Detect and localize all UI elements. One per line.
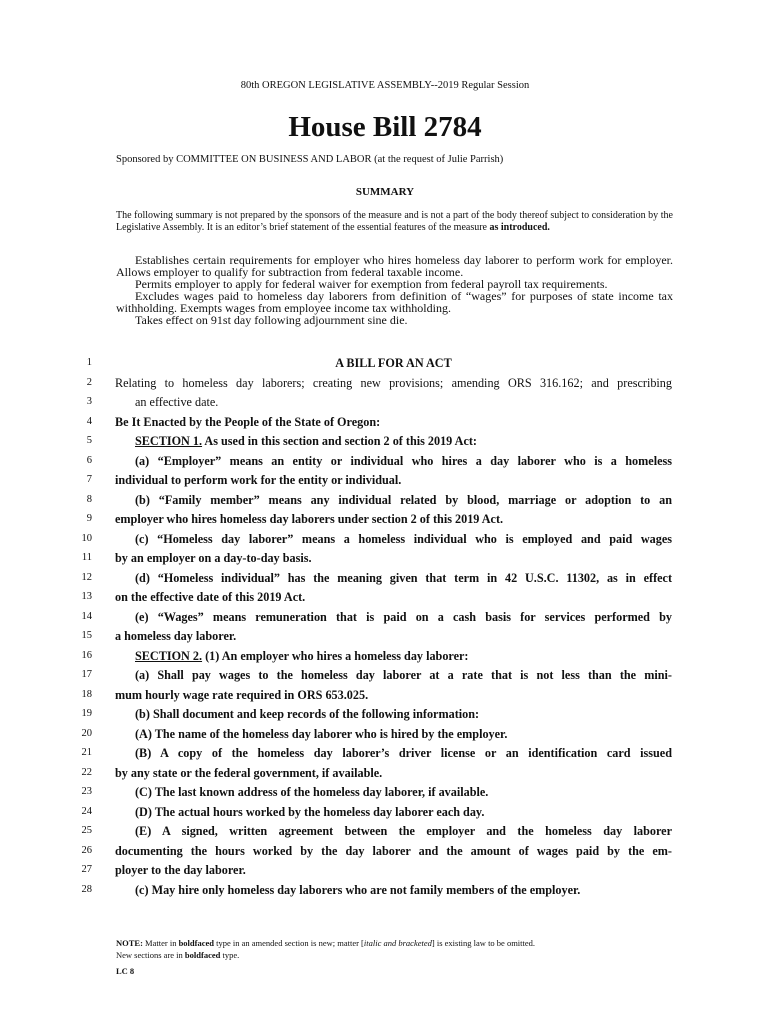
summary-heading: SUMMARY — [355, 186, 415, 198]
bill-line — [0, 434, 770, 452]
bill-line — [0, 824, 770, 842]
bill-line — [0, 727, 770, 745]
summary-disclaimer — [116, 210, 673, 233]
line-number: 7 — [86, 474, 92, 485]
line-number: 16 — [81, 649, 92, 661]
summary-para-2: Permits employer to apply for federal waiver for exemption from federal payroll tax requirements. — [135, 277, 608, 291]
line-text: (a) Shall pay wages to the homeless day laborer at a rate that is not less than the mini- — [135, 668, 672, 682]
note-bold: boldfaced — [178, 938, 214, 948]
disclaimer-text: The following summary is not prepared by the sponsors of the measure and is not a part of the body thereof subject to consideration by the Legislative Assembly. It is an editor’s brief statement of the essential features of the measure — [116, 210, 673, 233]
bill-line — [0, 668, 770, 686]
line-text: (A) The name of the homeless day laborer who is hired by the employer. — [135, 726, 508, 741]
bill-line — [0, 493, 770, 511]
line-text: an effective date. — [135, 395, 219, 409]
line-text: ployer to the day laborer. — [115, 863, 246, 877]
session-header: 80th OREGON LEGISLATIVE ASSEMBLY--2019 Regular Session — [240, 80, 530, 91]
bill-line — [0, 415, 770, 433]
bill-line — [0, 610, 770, 628]
section-text: (1) An employer who hires a homeless day laborer: — [202, 648, 469, 663]
summary-para-4: Takes effect on 91st day following adjournment sine die. — [135, 313, 408, 327]
line-number: 2 — [86, 376, 92, 388]
line-text: employer who hires homeless day laborers under section 2 of this 2019 Act. — [115, 512, 504, 526]
footer-note — [116, 937, 535, 961]
line-number: 24 — [81, 805, 92, 817]
note-italic: italic and bracketed — [363, 938, 432, 948]
line-text: (c) May hire only homeless day laborers who are not family members of the employer. — [135, 882, 581, 897]
line-text: (a) “Employer” means an entity or individual who hires a day laborer who is a homeless — [135, 453, 672, 468]
line-text: (D) The actual hours worked by the homeless day laborer each day. — [135, 804, 485, 819]
line-text: a homeless day laborer. — [115, 629, 237, 643]
line-number: 21 — [81, 747, 92, 758]
bill-line — [0, 688, 770, 706]
bill-line — [0, 707, 770, 725]
line-number: 3 — [86, 396, 92, 407]
line-text: Relating to homeless day laborers; creating new provisions; amending ORS 316.162; and prescribing — [115, 375, 672, 390]
bill-heading: A BILL FOR AN ACT — [335, 356, 452, 370]
line-number: 20 — [81, 727, 92, 739]
line-number: 6 — [86, 454, 92, 466]
bill-line — [0, 376, 770, 394]
line-text: (b) “Family member” means any individual related by blood, marriage or adoption to an — [135, 492, 672, 507]
line-text: by any state or the federal government, if available. — [115, 765, 383, 780]
line-number: 5 — [86, 435, 92, 446]
bill-line — [0, 512, 770, 530]
line-number: 26 — [81, 844, 92, 856]
bill-line — [0, 629, 770, 647]
line-text: (C) The last known address of the homeless day laborer, if available. — [135, 785, 489, 799]
line-text: (c) “Homeless day laborer” means a homeless individual who is employed and paid wages — [135, 531, 672, 546]
bill-title: House Bill 2784 — [288, 111, 482, 143]
bill-line — [0, 649, 770, 667]
lc-number: LC 8 — [116, 966, 135, 976]
line-number: 15 — [81, 630, 92, 641]
line-number: 12 — [81, 571, 92, 583]
line-number: 23 — [81, 786, 92, 797]
bill-line — [0, 766, 770, 784]
note-text: ] is existing law to be omitted. — [431, 938, 536, 948]
line-number: 14 — [81, 610, 92, 622]
line-text: (B) A copy of the homeless day laborer’s driver license or an identification card issued — [135, 746, 672, 760]
section-label: SECTION 1. — [135, 434, 203, 448]
line-number: 25 — [81, 825, 92, 836]
bill-line — [0, 590, 770, 608]
line-number: 17 — [81, 669, 92, 680]
line-text — [135, 649, 672, 664]
line-text: (d) “Homeless individual” has the meaning given that term in 42 U.S.C. 11302, as in effect — [135, 570, 672, 585]
line-number: 27 — [81, 864, 92, 875]
line-number: 28 — [81, 883, 92, 895]
bill-line — [0, 473, 770, 491]
line-text: individual to perform work for the entity or individual. — [115, 473, 402, 487]
line-number: 8 — [86, 493, 92, 505]
bill-line — [0, 844, 770, 862]
line-text: (e) “Wages” means remuneration that is paid on a cash basis for services performed by — [135, 609, 672, 624]
line-number: 11 — [81, 552, 92, 563]
line-text: mum hourly wage rate required in ORS 653.025. — [115, 687, 369, 702]
line-number: 10 — [81, 532, 92, 544]
summary-para-3: Excludes wages paid to homeless day laborers from definition of “wages” for purposes of state income tax withholding. Exempts wages from employee income tax withholding. — [116, 289, 673, 315]
bill-line — [0, 863, 770, 881]
note-bold: boldfaced — [184, 950, 221, 960]
bill-line — [0, 395, 770, 413]
bill-line — [0, 746, 770, 764]
section-label: SECTION 2. — [135, 648, 203, 663]
line-text: documenting the hours worked by the day laborer and the amount of wages paid by the em- — [115, 843, 672, 858]
bill-line — [0, 356, 770, 374]
line-number: 13 — [81, 591, 92, 602]
bill-line — [0, 571, 770, 589]
bill-line — [0, 551, 770, 569]
line-number: 4 — [86, 415, 92, 427]
sponsor-line: Sponsored by COMMITTEE ON BUSINESS AND LABOR (at the request of Julie Parrish) — [116, 154, 504, 165]
line-number: 18 — [81, 688, 92, 700]
disclaimer-bold: as introduced. — [489, 221, 550, 233]
bill-line — [0, 454, 770, 472]
bill-line — [0, 883, 770, 901]
note-label: NOTE: — [116, 938, 143, 948]
note-text: type in an amended section is new; matter [ — [214, 938, 364, 948]
line-number: 1 — [86, 357, 92, 368]
line-text — [135, 434, 672, 449]
line-text: (b) Shall document and keep records of the following information: — [135, 707, 480, 721]
note-text: Matter in — [142, 938, 179, 948]
line-number: 9 — [86, 513, 92, 524]
line-number: 22 — [81, 766, 92, 778]
line-text: on the effective date of this 2019 Act. — [115, 590, 306, 604]
bill-line — [0, 805, 770, 823]
bill-line — [0, 532, 770, 550]
line-text: by an employer on a day-to-day basis. — [115, 551, 312, 565]
summary-body — [116, 254, 673, 326]
note-text: New sections are in — [116, 950, 185, 960]
line-number: 19 — [81, 708, 92, 719]
note-text: type. — [220, 950, 240, 960]
line-text: (E) A signed, written agreement between the employer and the homeless day laborer — [135, 824, 672, 838]
enacting-clause: Be It Enacted by the People of the State of Oregon: — [115, 414, 381, 429]
bill-line — [0, 785, 770, 803]
summary-para-1: Establishes certain requirements for employer who hires homeless day laborer to perform work for employer. Allows employer to qualify for subtraction from federal taxable income. — [116, 253, 673, 279]
section-text: As used in this section and section 2 of this 2019 Act: — [202, 434, 477, 448]
